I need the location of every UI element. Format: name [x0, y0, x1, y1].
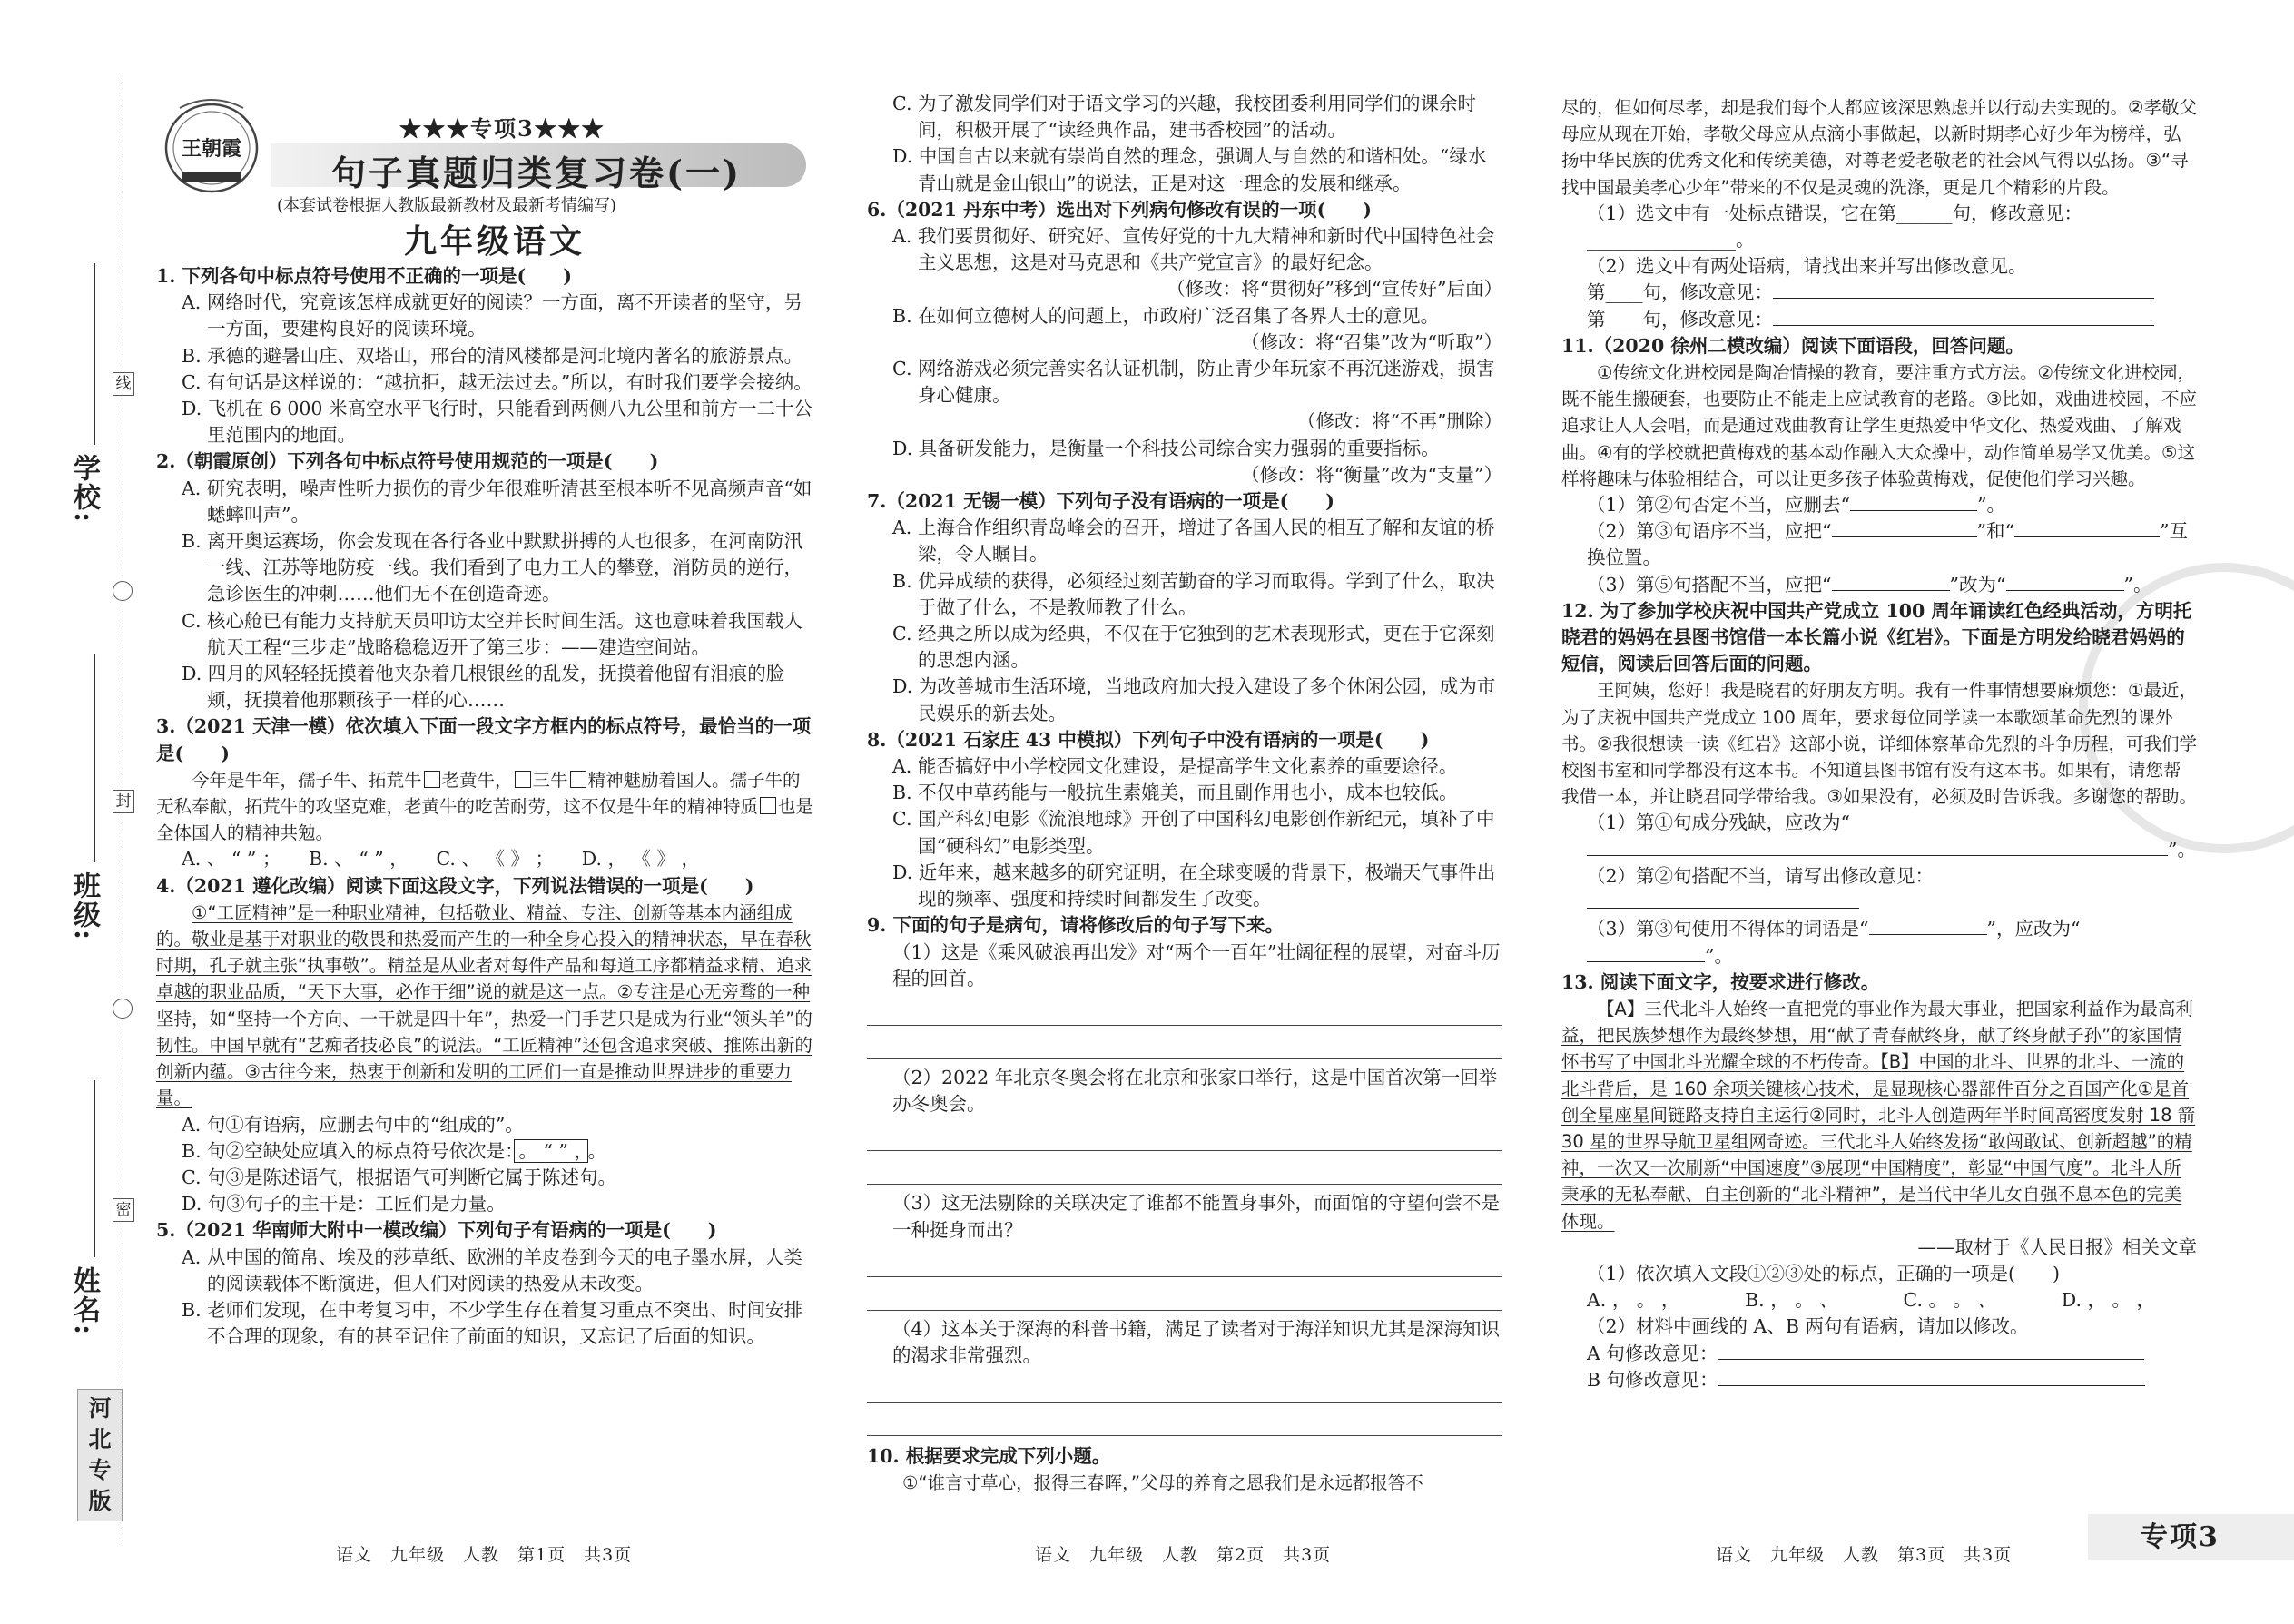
question-stem: 10. 根据要求完成下列小题。 [867, 1445, 1111, 1468]
brand-logo-icon [162, 95, 261, 197]
answer-blank[interactable] [1587, 837, 2168, 856]
answer-blank[interactable] [1773, 280, 2154, 299]
answer-blank[interactable] [1869, 916, 1987, 935]
question-6 [867, 197, 1502, 488]
answer-blank[interactable] [1773, 307, 2154, 326]
option-a: A. 句①有语病，应删去句中的“组成的”。 [182, 1113, 524, 1136]
fix-note: （修改：将“贯彻好”移到“宣传好”后面） [1167, 278, 1502, 300]
option-b: B. 承德的避暑山庄、双塔山，邢台的清风楼都是河北境内著名的旅游景点。 [182, 344, 803, 367]
answer-blank[interactable] [2006, 572, 2124, 591]
subquestion: （1）第①句成分残缺，应改为“ [1587, 812, 1851, 834]
option-c: C. 有句话是这样说的：“越抗拒，越无法过去。”所以，有时我们要学会接纳。 [182, 370, 812, 393]
question-10 [867, 1443, 1502, 1496]
fix-note: （修改：将“不再”删除） [1297, 410, 1502, 433]
answer-blank[interactable] [1832, 518, 1977, 537]
class-label: 班级: [68, 871, 100, 942]
question-12 [1561, 598, 2197, 969]
answer-row: A 句修改意见： [1561, 1341, 2197, 1367]
name-field[interactable] [94, 1080, 95, 1257]
subquestion: （1）第②句否定不当，应删去“ ”。 [1587, 494, 2006, 517]
subquestion: （3）第③句使用不得体的词语是“ ”，应改为“”。 [1587, 918, 2081, 967]
question-stem: 8.（2021 石家庄 43 中模拟）下列句子中没有语病的一项是( ) [867, 728, 1430, 751]
option-d: D. 近年来，越来越多的研究证明，在全球变暖的背景下，极端天气事件出现的频率、强度和持续时间都发生了改变。 [892, 861, 1496, 910]
page-footer-2: 语文 九年级 人教 第2页 共3页 [1035, 1545, 1332, 1565]
blank-box[interactable] [570, 771, 586, 788]
answer-blank[interactable] [1718, 1341, 2144, 1360]
section-badge: 专项3 [2141, 1521, 2220, 1553]
subquestion: （2）第③句语序不当，应把“ ”和“ ”互换位置。 [1587, 520, 2188, 569]
subquestion: （2）材料中画线的 A、B 两句有语病，请加以修改。 [1587, 1315, 2029, 1338]
subquestion: （2）选文中有两处语病，请找出来并写出修改意见。 [1587, 255, 2027, 278]
question-9 [867, 912, 1502, 1436]
option-c: C. 句③是陈述语气，根据语气可判断它属于陈述句。 [182, 1166, 616, 1188]
question-stem: 2.（朝霞原创）下列各句中标点符号使用规范的一项是( ) [156, 450, 659, 473]
answer-line[interactable] [867, 1403, 1502, 1436]
school-field[interactable] [94, 263, 95, 445]
answer-blank[interactable] [1718, 1367, 2145, 1386]
special-label: ★★★专项3★★★ [399, 115, 605, 142]
fix-note: （修改：将“衡量”改为“支量”） [1241, 463, 1502, 486]
grade-subject: 九年级语文 [404, 222, 586, 261]
passage: ①“工匠精神”是一种职业精神，包括敬业、精益、专注、创新等基本内涵组成的。敬业是基于对职业的敬畏和热爱而产生的一种全身心投入的精神状态，早在春秋时期，孔子就主张“执事敬”。精益是从业者对每件产品和每道工序都精益求精、追求卓越的职业品质，“天下大事，必作于细”说的就是这一点。②专注是心无旁骛的一种坚持，如“坚持一个方向、一干就是四十年”，热爱一门手艺只是成为行业“领头羊”的韧性。中国早就有“艺痴者技必良”的说法。“工匠精神”还包含追求突破、推陈出新的创新内蕴。③古往今来，热衷于创新和发明的工匠们一直是推动世界进步的重要力量。 [156, 901, 812, 1109]
class-field[interactable] [94, 654, 95, 862]
question-13 [1561, 969, 2197, 1393]
question-4 [156, 873, 814, 1218]
question-stem: 11.（2020 徐州二模改编）阅读下面语段，回答问题。 [1561, 334, 2024, 357]
subquestion: （3）第⑤句搭配不当，应把“ ”改为“ ”。 [1587, 573, 2152, 595]
edition-note: (本套试卷根据人教版最新教材及最新考情编写) [277, 196, 617, 215]
answer-line[interactable] [867, 1244, 1502, 1277]
page-title: 句子真题归类复习卷(一) [331, 153, 742, 193]
sentence-4: （4）这本关于深海的科普书籍，满足了读者对于海洋知识尤其是深海知识的渴求非常强烈。 [892, 1317, 1501, 1366]
passage: 【A】三代北斗人始终一直把党的事业作为最大事业，把国家利益作为最高利益，把民族梦想作为最终梦想，用“献了青春献终身，献了终身献子孙”的家国情怀书写了中国北斗光耀全球的不朽传奇。【B】中国的北斗、世界的北斗、一流的北斗背后，是 160 余项关键核心技术，是显现核心器部件百分之百国产化①是首创全星座星间链路支持自主运行②同时，北斗人创造两年半时间高密度发射 18 箭 30 星的世界导航卫星组网奇迹。三代北斗人始终发扬“敢闯敢试、创新超越”的精神，一次又一次刷新“中国速度”③展现“中国精度”，彰显“中国气度”。北斗人所秉承的无私奉献、自主创新的“北斗精神”，是当代中华儿女自强不息本色的完美体现。 [1561, 998, 2196, 1232]
column-page-2 [867, 91, 1502, 1497]
question-stem: 3.（2021 天津一模）依次填入下面一段文字方框内的标点符号，最恰当的一项是( ) [156, 715, 812, 764]
option-a: A. 从中国的简帛、埃及的莎草纸、欧洲的羊皮卷到今天的电子墨水屏，人类的阅读载体不断演进，但人们对阅读的热爱从未改变。 [182, 1245, 802, 1294]
binding-hole-icon [113, 581, 133, 601]
svg-text:王朝霞: 王朝霞 [181, 137, 242, 161]
answer-line[interactable] [867, 1151, 1502, 1185]
blank-box[interactable] [760, 797, 776, 814]
option-b: B. 在如何立德树人的问题上，市政府广泛召集了各界人士的意见。 [892, 304, 1440, 327]
answer-row: 第____句，修改意见： [1561, 280, 2197, 306]
letter: 王阿姨，您好！我是晓君的好朋友方明。我有一件事情想要麻烦您：①最近，为了庆祝中国共产党成立 100 周年，要求每位同学读一本歌颂革命先烈的课外书。②我很想读一读《红岩》这部小说，详细体察革命先烈的斗争历程，可我们学校图书室和同学都没有这本书。不知道县图书馆有没有这本书。如果有，请您帮我借一本，并让晓君同学带给我。③如果没有，必须及时告诉我。多谢您的帮助。 [1561, 680, 2197, 808]
question-1 [156, 263, 814, 448]
passage: 今年是牛年，孺子牛、拓荒牛 老黄牛， 三牛 精神魅励着国人。孺子牛的无私奉献，拓荒牛的攻坚克难，老黄牛的吃苦耐劳，这不仅是牛年的精神特质 也是全体国人的精神共勉。 [156, 769, 814, 844]
source-note: ——取材于《人民日报》相关文章 [1917, 1235, 2197, 1258]
blank-box[interactable] [424, 771, 440, 788]
question-stem: 4.（2021 遵化改编）阅读下面这段文字，下列说法错误的一项是( ) [156, 874, 754, 897]
question-stem: 1. 下列各句中标点符号使用不正确的一项是( ) [156, 265, 572, 287]
question-stem: 6.（2021 丹东中考）选出对下列病句修改有误的一项( ) [867, 198, 1372, 221]
passage: ①传统文化进校园是陶冶情操的教育，要注重方式方法。②传统文化进校园，既不能生搬硬套，也要防止不能走上应试教育的老路。③比如，戏曲进校园，不应追求让人人会唱，而是通过戏曲教育让学生更热爱中华文化、热爱戏曲、了解戏曲。④有的学校就把黄梅戏的基本动作融入大众操中，动作简单易学又优美。⑤这样将趣味与体验相结合，可以让更多孩子体验黄梅戏，促使他们学习兴趣。 [1561, 362, 2197, 489]
option-c: C. 网络游戏必须完善实名认证机制，防止青少年玩家不再沉迷游戏，损害身心健康。 [892, 358, 1495, 407]
answer-line[interactable] [867, 992, 1502, 1026]
option-d: D. 飞机在 6 000 米高空水平飞行时，只能看到两侧八九公里和前方一二十公里范围内的地面。 [182, 398, 812, 447]
option-c: C. 为了激发同学们对于语文学习的兴趣，我校团委利用同学们的课余时间，积极开展了“读经典作品，建书香校园”的活动。 [892, 93, 1476, 142]
option-c: C. 经典之所以成为经典，不仅在于它独到的艺术表现形式，更在于它深刻的思想内涵。 [892, 623, 1495, 672]
option-a: A. 网络时代，究竟该怎样成就更好的阅读？一方面，离不开读者的坚守，另一方面，要建构良好的阅读环境。 [182, 291, 802, 340]
question-stem: 13. 阅读下面文字，按要求进行修改。 [1561, 970, 1880, 993]
answer-blank[interactable] [1850, 492, 1977, 511]
option-c: C. 核心舱已有能力支持航天员叩访太空并长时间生活。这也意味着我国载人航天工程“三步走”战略稳稳迈开了第三步：——建造空间站。 [182, 609, 802, 658]
school-label: 学校: [68, 454, 100, 525]
option-d: D. 为改善城市生活环境，当地政府加大投入建设了多个休闲公园，成为市民娱乐的新去处。 [892, 675, 1496, 724]
answer-line[interactable] [867, 1369, 1502, 1403]
question-5 [156, 1217, 814, 1350]
option-a: A. 研究表明，噪声性听力损伤的青少年很难听清甚至根本听不见高频声音“如蟋蟀叫声”。 [182, 477, 812, 526]
sentence-3: （3）这无法剔除的关联决定了谁都不能置身事外，而面馆的守望何尝不是一种挺身而出？ [892, 1192, 1501, 1241]
option-b: B. 离开奥运赛场，你会发现在各行各业中默默拼搏的人也很多，在河南防汛一线、江苏等地防疫一线。我们看到了电力工人的攀登，消防员的逆行，急诊医生的冲刺……他们无不在创造奇迹。 [182, 530, 803, 605]
answer-line[interactable] [867, 1026, 1502, 1059]
column-page-3 [1561, 94, 2197, 1393]
subquestion: （2）第②句搭配不当，请写出修改意见： [1561, 863, 2197, 916]
mark-boxes: 。 “ ” ， [514, 1139, 587, 1163]
option-d: D. 具备研发能力，是衡量一个科技公司综合实力强弱的重要指标。 [892, 437, 1440, 459]
options-row: A. ， 。 ， B. ， 。 、 C. 。 。 、 D. ， 。 ， [1587, 1289, 2156, 1312]
passage: ①“谁言寸草心，报得三春晖，”父母的养育之恩我们是永远都报答不 [902, 1472, 1423, 1494]
option-b: B. 句②空缺处应填入的标点符号依次是： 。 “ ” ， 。 [182, 1139, 607, 1162]
option-a: A. 上海合作组织青岛峰会的召开，增进了各国人民的相互了解和友谊的桥梁，令人瞩目。 [892, 517, 1495, 566]
option-a: A. 能否搞好中小学校园文化建设，是提高学生文化素养的重要途径。 [892, 755, 1458, 778]
edition-badge: 河北专版 [77, 1389, 123, 1521]
question-stem: 5.（2021 华南师大附中一模改编）下列句子有语病的一项是( ) [156, 1219, 717, 1242]
subquestion: （1）依次填入文段①②③处的标点，正确的一项是( ) [1587, 1262, 2061, 1284]
answer-line[interactable] [867, 1277, 1502, 1311]
seal-char-3: 密 [113, 1198, 134, 1222]
option-d: D. 中国自古以来就有崇尚自然的理念，强调人与自然的和谐相处。“绿水青山就是金山银山”的说法，正是对这一理念的发展和继承。 [892, 145, 1487, 194]
option-c: C. 国产科幻电影《流浪地球》开创了中国科幻电影创作新纪元，填补了中国“硬科幻”电影类型。 [892, 808, 1495, 857]
seal-char-1: 线 [113, 372, 134, 396]
option-a: A. 我们要贯彻好、研究好、宣传好党的十九大精神和新时代中国特色社会主义思想，这是对马克思和《共产党宣言》的最好纪念。 [892, 225, 1495, 274]
answer-blank[interactable] [2014, 518, 2160, 537]
answer-blank[interactable] [1587, 943, 1705, 962]
subquestion: （1）选文中有一处标点错误，它在第______句，修改意见：________________。 [1587, 202, 2083, 251]
answer-row: ”。 [1561, 837, 2197, 863]
page-footer-1: 语文 九年级 人教 第1页 共3页 [336, 1545, 633, 1565]
question-2 [156, 448, 814, 714]
question-stem: 9. 下面的句子是病句，请将修改后的句子写下来。 [867, 914, 1285, 937]
passage: 尽的，但如何尽孝，却是我们每个人都应该深思熟虑并以行动去实现的。②孝敬父母应从现在开始，孝敬父母应从点滴小事做起，以新时期孝心好少年为榜样，弘扬中华民族的优秀文化和传统美德，对尊老爱老敬老的社会风气得以弘扬。③“寻找中国最美孝心少年”带来的不仅是灵魂的洗涤，更是几个精彩的片段。 [1561, 97, 2197, 198]
question-8 [867, 727, 1502, 912]
options-row: A. 、 “ ” ； B. 、 “ ” ， C. 、 《 》 ； D. ， 《 》 ， [182, 848, 701, 871]
blank-box[interactable] [515, 771, 531, 788]
option-d: D. 句③句子的主干是：工匠们是力量。 [182, 1193, 506, 1216]
answer-line[interactable] [867, 1117, 1502, 1151]
answer-blank[interactable] [1832, 572, 1950, 591]
page-footer-3: 语文 九年级 人教 第3页 共3页 [1716, 1545, 2013, 1565]
answer-blank[interactable] [1587, 890, 1859, 909]
option-b: B. 优异成绩的获得，必须经过刻苦勤奋的学习而取得。学到了什么，取决于做了什么，不是教师教了什么。 [892, 569, 1495, 618]
question-3 [156, 714, 814, 872]
answer-row: B 句修改意见： [1561, 1367, 2197, 1393]
option-d: D. 四月的风轻轻抚摸着他夹杂着几根银丝的乱发，抚摸着他留有泪痕的脸颊，抚摸着他那颗孩子一样的心…… [182, 663, 785, 712]
name-label: 姓名: [68, 1266, 100, 1337]
question-stem: 12. 为了参加学校庆祝中国共产党成立 100 周年诵读红色经典活动，方明托晓君的妈妈在县图书馆借一本长篇小说《红岩》。下面是方明发给晓君妈妈的短信，阅读后回答后面的问题。 [1561, 599, 2192, 675]
column-page-1 [156, 263, 814, 1350]
sentence-1: （1）这是《乘风破浪再出发》对“两个一百年”壮阔征程的展望，对奋斗历程的回首。 [892, 940, 1501, 989]
option-b: B. 不仅中草药能与一般抗生素媲美，而且副作用也小，成本也较低。 [892, 782, 1458, 804]
option-b: B. 老师们发现，在中考复习中，不少学生存在着复习重点不突出、时间安排不合理的现象，有的甚至记住了前面的知识，又忘记了后面的知识。 [182, 1298, 803, 1348]
binding-hole-icon [113, 999, 133, 1019]
question-7 [867, 488, 1502, 727]
seal-char-2: 封 [113, 790, 134, 813]
question-11 [1561, 333, 2197, 598]
fix-note: （修改：将“召集”改为“听取”） [1241, 330, 1502, 353]
question-stem: 7.（2021 无锡一模）下列句子没有语病的一项是( ) [867, 490, 1334, 513]
answer-row: 第____句，修改意见： [1561, 307, 2197, 333]
sentence-2: （2）2022 年北京冬奥会将在北京和张家口举行，这是中国首次第一回举办冬奥会。 [892, 1066, 1498, 1116]
